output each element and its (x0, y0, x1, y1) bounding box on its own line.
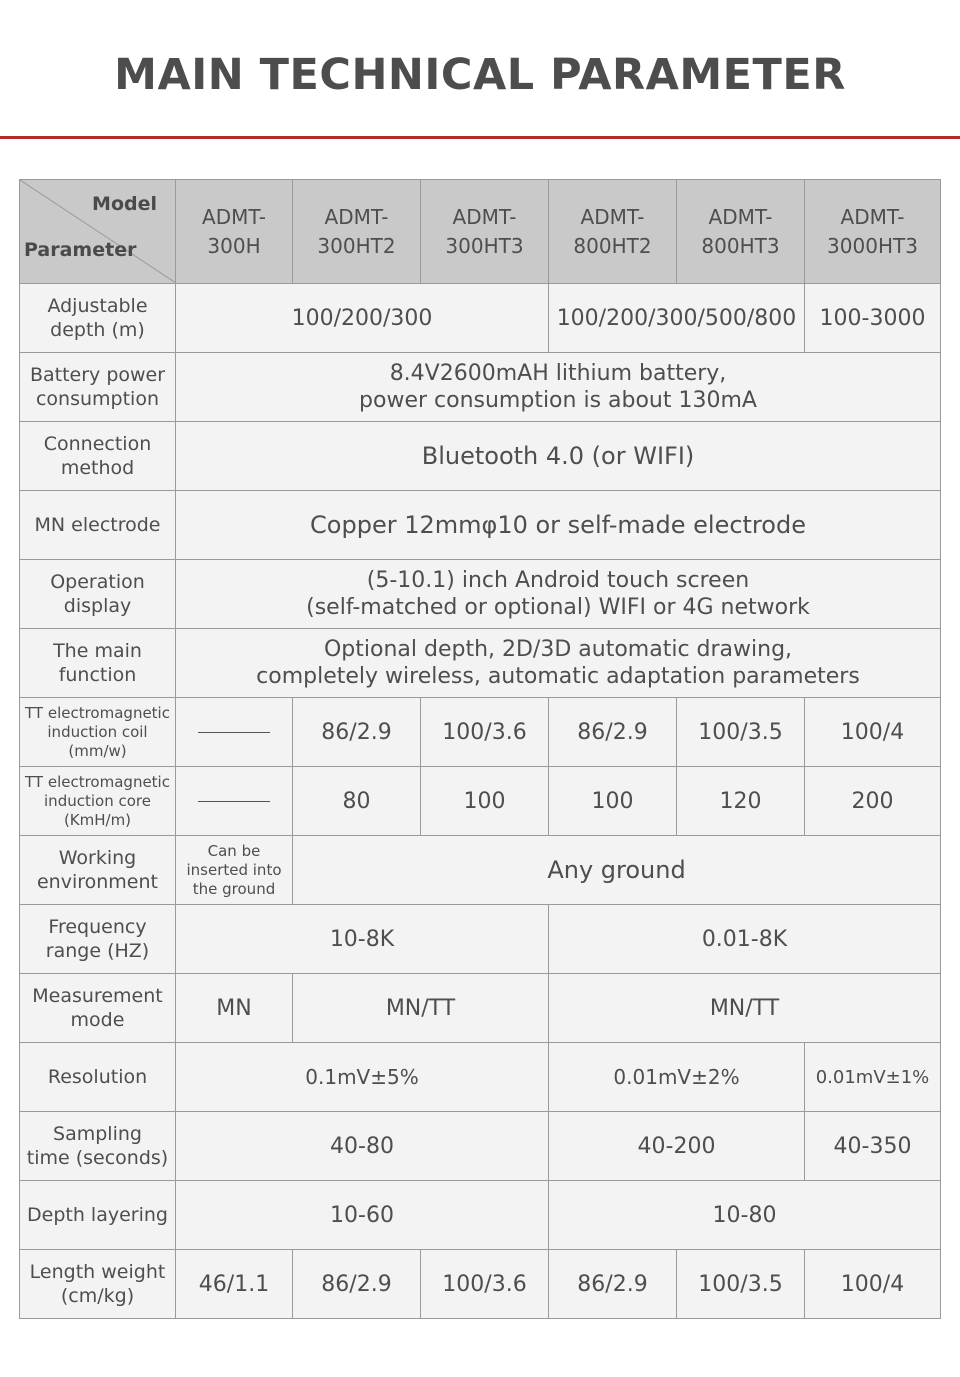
model-header: ADMT- 3000HT3 (805, 180, 941, 284)
row-label: The main function (20, 629, 176, 698)
row-label: Operation display (20, 560, 176, 629)
row-label: Frequency range (HZ) (20, 905, 176, 974)
table-header-row (20, 180, 941, 284)
row-label: Length weight (cm/kg) (20, 1250, 176, 1319)
table-cell: 8.4V2600mAH lithium battery, power consumption is about 130mA (176, 353, 941, 422)
table-row-sampling (20, 1112, 941, 1181)
parameter-table (19, 179, 941, 1319)
table-cell: MN/TT (293, 974, 549, 1043)
row-label: Battery power consumption (20, 353, 176, 422)
table-row-environment (20, 836, 941, 905)
table-cell (176, 698, 293, 767)
table-row-layering (20, 1181, 941, 1250)
table-cell: 40-350 (805, 1112, 941, 1181)
table-cell: 100 (549, 767, 677, 836)
page-title: MAIN TECHNICAL PARAMETER (114, 50, 846, 100)
table-cell: 100/200/300 (176, 284, 549, 353)
model-header: ADMT- 300HT2 (293, 180, 421, 284)
table-cell: 0.01mV±1% (805, 1043, 941, 1112)
table-cell: 46/1.1 (176, 1250, 293, 1319)
table-cell: (5-10.1) inch Android touch screen (self-matched or optional) WIFI or 4G network (176, 560, 941, 629)
row-label: Depth layering (20, 1181, 176, 1250)
row-label: Resolution (20, 1043, 176, 1112)
table-cell: 10-60 (176, 1181, 549, 1250)
table-row-battery (20, 353, 941, 422)
table-row-weight (20, 1250, 941, 1319)
table-cell: 86/2.9 (549, 1250, 677, 1319)
parameter-label: Parameter (24, 239, 137, 261)
table-cell: 100/3.5 (677, 1250, 805, 1319)
table-row-resolution (20, 1043, 941, 1112)
table-cell: 40-80 (176, 1112, 549, 1181)
corner-cell (20, 180, 176, 284)
table-row-operation (20, 560, 941, 629)
row-label: TT electromagnetic induction core (KmH/m) (20, 767, 176, 836)
table-row-depth (20, 284, 941, 353)
table-cell: 100 (421, 767, 549, 836)
table-cell: 40-200 (549, 1112, 805, 1181)
table-row-connection (20, 422, 941, 491)
table-cell: 100/200/300/500/800 (549, 284, 805, 353)
table-cell: 100/3.6 (421, 1250, 549, 1319)
table-cell: 0.01-8K (549, 905, 941, 974)
table-cell: MN/TT (549, 974, 941, 1043)
table-cell: 0.1mV±5% (176, 1043, 549, 1112)
table-cell: 100/4 (805, 1250, 941, 1319)
table-cell: 0.01mV±2% (549, 1043, 805, 1112)
table-row-induction-core (20, 767, 941, 836)
row-label: Measurement mode (20, 974, 176, 1043)
table-cell: MN (176, 974, 293, 1043)
model-label: Model (92, 193, 157, 215)
model-header: ADMT- 800HT3 (677, 180, 805, 284)
table-row-function (20, 629, 941, 698)
dash-placeholder (198, 732, 270, 733)
table-cell (176, 767, 293, 836)
table-cell: 100/4 (805, 698, 941, 767)
table-row-induction-coil (20, 698, 941, 767)
title-divider (0, 136, 960, 139)
table-cell: 86/2.9 (293, 698, 421, 767)
table-row-frequency (20, 905, 941, 974)
model-header: ADMT- 800HT2 (549, 180, 677, 284)
table-cell: Copper 12mmφ10 or self-made electrode (176, 491, 941, 560)
table-cell: 86/2.9 (293, 1250, 421, 1319)
row-label: Working environment (20, 836, 176, 905)
table-cell: 10-80 (549, 1181, 941, 1250)
dash-placeholder (198, 801, 270, 802)
table-cell: 100-3000 (805, 284, 941, 353)
row-label: Adjustable depth (m) (20, 284, 176, 353)
table-cell: 80 (293, 767, 421, 836)
model-header: ADMT- 300HT3 (421, 180, 549, 284)
table-row-mn-electrode (20, 491, 941, 560)
table-cell: Any ground (293, 836, 941, 905)
row-label: Sampling time (seconds) (20, 1112, 176, 1181)
row-label: Connection method (20, 422, 176, 491)
table-cell: 100/3.6 (421, 698, 549, 767)
table-cell: 86/2.9 (549, 698, 677, 767)
row-label: TT electromagnetic induction coil (mm/w) (20, 698, 176, 767)
table-cell: Can be inserted into the ground (176, 836, 293, 905)
model-header: ADMT- 300H (176, 180, 293, 284)
table-cell: 120 (677, 767, 805, 836)
table-cell: 200 (805, 767, 941, 836)
row-label: MN electrode (20, 491, 176, 560)
table-cell: Optional depth, 2D/3D automatic drawing, completely wireless, automatic adaptation parameters (176, 629, 941, 698)
table-cell: 10-8K (176, 905, 549, 974)
table-cell: Bluetooth 4.0 (or WIFI) (176, 422, 941, 491)
table-cell: 100/3.5 (677, 698, 805, 767)
table-row-measurement (20, 974, 941, 1043)
